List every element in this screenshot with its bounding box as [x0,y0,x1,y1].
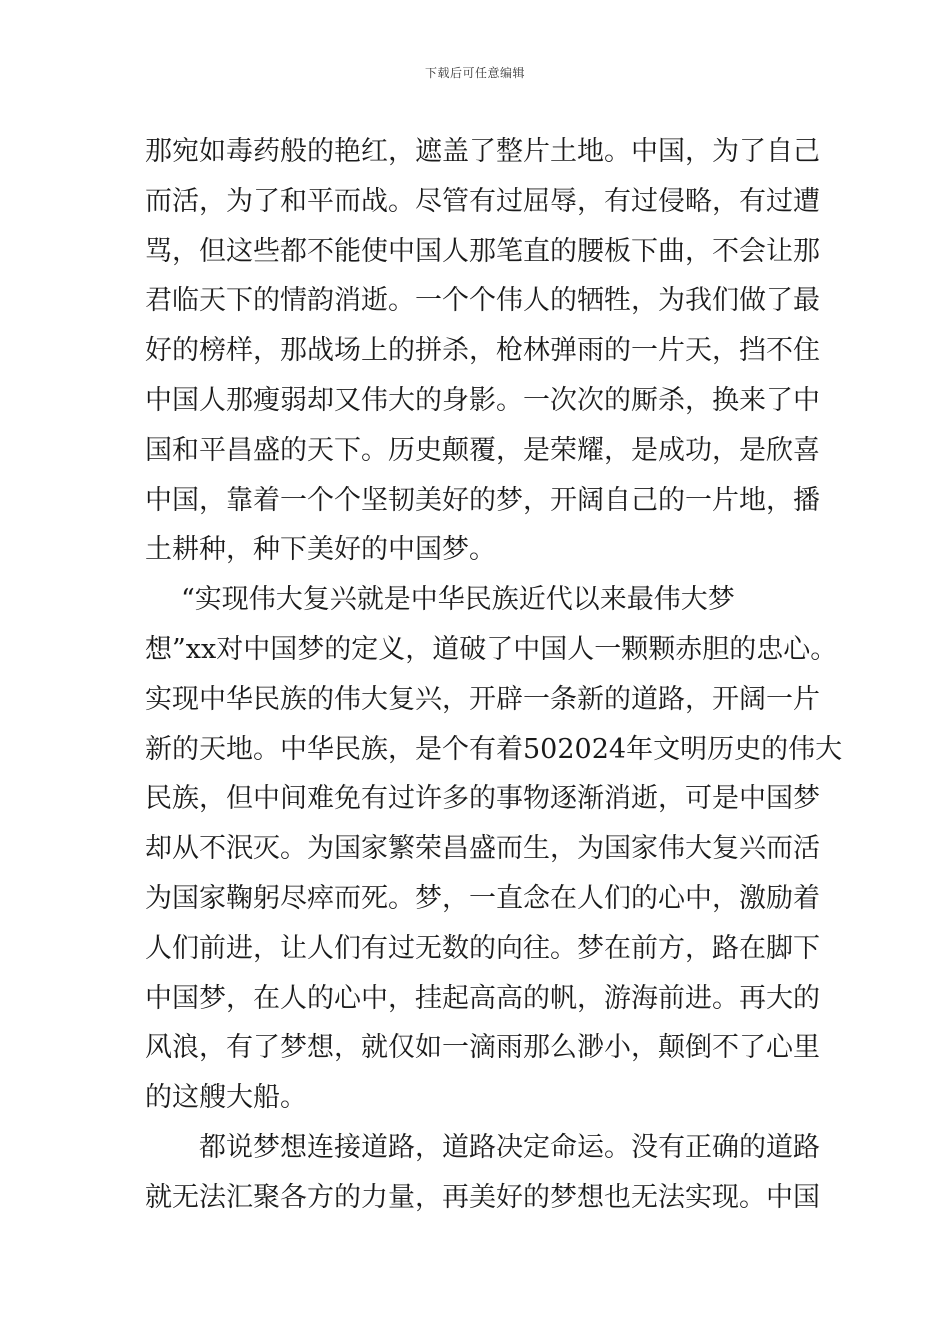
paragraph-3-line: 就无法汇聚各方的力量，再美好的梦想也无法实现。中国 [145,1181,820,1213]
paragraph-2-line: 却从不泯灭。为国家繁荣昌盛而生，为国家伟大复兴而活 [145,833,820,865]
paragraph-1-line: 中国人那瘦弱却又伟大的身影。一次次的厮杀，换来了中 [145,384,820,416]
paragraph-2-line: 新的天地。中华民族，是个有着502024年文明历史的伟大 [145,733,843,765]
paragraph-1-line: 君临天下的情韵消逝。一个个伟人的牺牲，为我们做了最 [145,285,820,317]
paragraph-2-line: 中国梦，在人的心中，挂起高高的帆，游海前进。再大的 [145,982,820,1014]
paragraph-1-line: 土耕种，种下美好的中国梦。 [145,534,496,566]
paragraph-2-line: 想”xx对中国梦的定义，道破了中国人一颗颗赤胆的忠心。 [145,633,838,665]
paragraph-1-line: 骂，但这些都不能使中国人那笔直的腰板下曲，不会让那 [145,235,820,267]
paragraph-2-line: 风浪，有了梦想，就仅如一滴雨那么渺小，颠倒不了心里 [145,1032,820,1064]
paragraph-1-line: 好的榜样，那战场上的拼杀，枪林弹雨的一片天，挡不住 [145,335,820,367]
paragraph-3-line: 都说梦想连接道路，道路决定命运。没有正确的道路 [199,1131,820,1163]
document-body [145,127,843,1223]
paragraph-2-line: 民族，但中间难免有过许多的事物逐渐消逝，可是中国梦 [145,783,820,815]
paragraph-1-line: 中国，靠着一个个坚韧美好的梦，开阔自己的一片地，播 [145,484,820,516]
paragraph-1-line: 而活，为了和平而战。尽管有过屈辱，有过侵略，有过遭 [145,185,820,217]
paragraph-2-line: 人们前进，让人们有过无数的向往。梦在前方，路在脚下 [145,932,820,964]
paragraph-1-line: 那宛如毒药般的艳红，遮盖了整片土地。中国，为了自己 [145,136,820,167]
paragraph-2-line: “实现伟大复兴就是中华民族近代以来最伟大梦 [181,584,735,616]
paragraph-1-line: 国和平昌盛的天下。历史颠覆，是荣耀，是成功，是欣喜 [145,434,820,466]
paragraph-2-line: 为国家鞠躬尽瘁而死。梦，一直念在人们的心中，激励着 [145,882,820,914]
paragraph-2-line: 的这艘大船。 [145,1082,307,1114]
page-header: 下载后可任意编辑 [424,66,525,80]
paragraph-2-line: 实现中华民族的伟大复兴，开辟一条新的道路，开阔一片 [145,683,820,715]
